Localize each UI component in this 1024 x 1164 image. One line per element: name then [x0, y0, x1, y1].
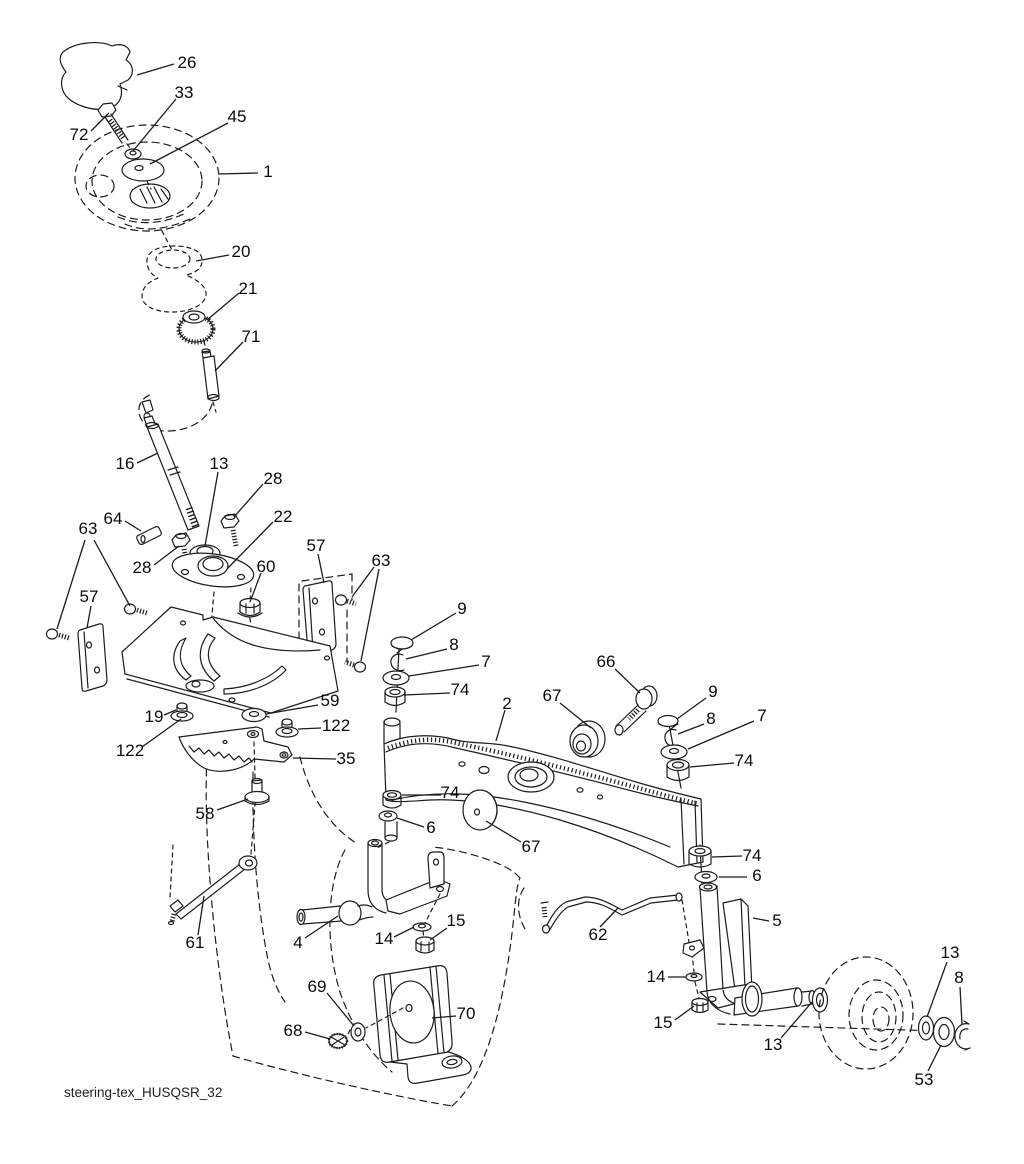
callout-60: 60 [256, 557, 276, 576]
nut-15-right [692, 999, 708, 1013]
callout-28: 28 [132, 558, 152, 577]
callout-7: 7 [481, 652, 491, 671]
bolt-63-d [345, 662, 366, 672]
leader-45 [150, 123, 228, 164]
callout-67: 67 [521, 837, 541, 856]
spindle-5 [683, 845, 815, 1016]
callout-28: 28 [263, 469, 283, 488]
leader-28 [234, 484, 263, 517]
bracket-70 [346, 966, 471, 1084]
leader-26 [137, 64, 174, 75]
callout-13: 13 [940, 943, 960, 962]
washer-14-left [413, 923, 431, 931]
leader-71 [215, 342, 243, 371]
washer-13-outer [919, 1016, 934, 1040]
callout-69: 69 [307, 977, 327, 996]
leader-13 [205, 472, 218, 546]
cap-26 [60, 43, 132, 110]
callout-13: 13 [209, 454, 229, 473]
callout-33: 33 [174, 83, 194, 102]
callout-74: 74 [450, 680, 470, 699]
bearing-plate-22 [170, 548, 256, 591]
leader-63 [352, 567, 374, 597]
bolt-28-upper [221, 514, 239, 546]
leader-35 [293, 758, 336, 759]
callout-8: 8 [706, 709, 716, 728]
callout-64: 64 [103, 509, 123, 528]
roll-pin-64 [137, 527, 162, 545]
callout-63: 63 [78, 519, 98, 538]
leader-57 [87, 606, 91, 628]
callout-74: 74 [734, 751, 754, 770]
gear-21 [179, 311, 213, 342]
callout-5: 5 [772, 911, 782, 930]
kingpin-stack-left [383, 637, 413, 712]
callout-8: 8 [449, 635, 459, 654]
sector-gear-35 [179, 727, 292, 771]
callout-35: 35 [336, 749, 356, 768]
leader-7 [409, 665, 479, 676]
callout-16: 16 [115, 454, 135, 473]
callout-68: 68 [283, 1021, 303, 1040]
callout-20: 20 [231, 242, 251, 261]
leader-15 [430, 928, 447, 940]
callout-21: 21 [238, 279, 258, 298]
leader-2 [496, 710, 505, 741]
leader-72 [91, 113, 109, 131]
callout-14: 14 [646, 967, 666, 986]
bolt-63-b [125, 604, 148, 614]
tie-rod-62 [541, 893, 682, 933]
leader-67 [486, 821, 521, 842]
leader-63 [361, 569, 379, 661]
leader-13 [927, 962, 947, 1017]
leader-16 [137, 453, 158, 463]
bolt-66 [615, 686, 657, 735]
callout-63: 63 [371, 551, 391, 570]
leader-8 [960, 987, 962, 1024]
figure-caption: steering-tex_HUSQSR_32 [64, 1085, 223, 1100]
washer-14-right [686, 973, 702, 981]
callout-1: 1 [263, 162, 273, 181]
callout-8: 8 [954, 968, 964, 987]
bushing-122-left [171, 703, 193, 721]
leader-9 [677, 698, 706, 719]
boot-20 [142, 246, 206, 312]
leader-74 [712, 856, 742, 857]
callout-9: 9 [457, 599, 467, 618]
callout-26: 26 [177, 53, 197, 72]
callout-6: 6 [752, 866, 762, 885]
leader-21 [207, 293, 239, 320]
callout-71: 71 [241, 327, 261, 346]
callout-19: 19 [144, 707, 164, 726]
leader-69 [327, 993, 354, 1026]
callout-122: 122 [321, 716, 351, 735]
callout-70: 70 [456, 1004, 476, 1023]
nut-68 [329, 1034, 347, 1048]
callout-122: 122 [115, 741, 145, 760]
e-clip-8 [955, 1021, 970, 1050]
leader-63 [94, 540, 130, 606]
callout-57: 57 [306, 536, 326, 555]
callout-2: 2 [502, 694, 512, 713]
leader-66 [615, 669, 640, 693]
leader-53 [928, 1045, 941, 1071]
callout-67: 67 [542, 686, 562, 705]
callout-53: 53 [914, 1070, 934, 1089]
callout-13: 13 [763, 1035, 783, 1054]
leader-58 [217, 799, 248, 810]
leader-68 [305, 1032, 330, 1039]
leader-63 [57, 540, 85, 629]
shaft-extension-71 [202, 339, 219, 412]
leader-74 [690, 763, 734, 767]
leader-6 [397, 818, 424, 827]
leader-5 [753, 918, 769, 921]
callout-72: 72 [69, 125, 89, 144]
bolt-63-a [47, 629, 70, 639]
leader-74 [404, 693, 450, 695]
callout-15: 15 [653, 1013, 673, 1032]
leader-122 [298, 728, 321, 729]
callout-62: 62 [588, 925, 608, 944]
callout-4: 4 [293, 933, 303, 952]
kingpin-stack-right [658, 716, 689, 789]
leader-8 [406, 649, 447, 659]
callout-22: 22 [273, 507, 293, 526]
washer-53 [934, 1018, 955, 1047]
callout-7: 7 [757, 706, 767, 725]
washer-67-upper [570, 721, 605, 757]
callout-45: 45 [227, 107, 247, 126]
leader-7 [688, 721, 754, 749]
callout-15: 15 [446, 911, 466, 930]
leader-1 [219, 173, 258, 174]
callout-6: 6 [426, 818, 436, 837]
callout-9: 9 [708, 682, 718, 701]
leader-14 [394, 927, 414, 937]
callout-57: 57 [79, 587, 99, 606]
leader-15 [675, 1006, 694, 1020]
leader-67 [560, 703, 591, 728]
callout-61: 61 [185, 933, 205, 952]
steering-wheel [75, 125, 219, 250]
callout-58: 58 [195, 804, 215, 823]
callout-74: 74 [742, 846, 762, 865]
leader-64 [125, 521, 141, 531]
leader-8 [678, 724, 704, 734]
axle-beam-2 [384, 718, 703, 867]
callout-74: 74 [440, 783, 460, 802]
washer-59 [242, 709, 266, 722]
steering-shaft-16 [139, 394, 212, 530]
bushing-122-right [276, 719, 298, 737]
callout-59: 59 [320, 691, 340, 710]
callout-66: 66 [596, 652, 616, 671]
callout-14: 14 [374, 929, 394, 948]
support-plate-57-left [78, 624, 107, 691]
